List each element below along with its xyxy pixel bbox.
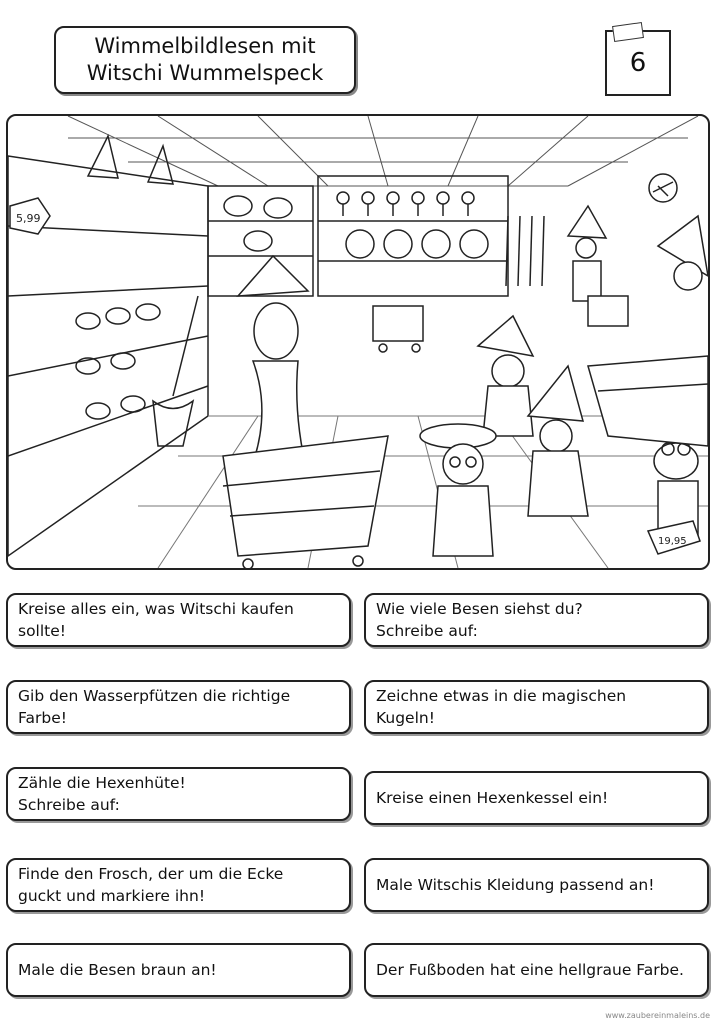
task-text: Wie viele Besen siehst du? xyxy=(376,600,583,618)
task-text: Schreibe auf: xyxy=(18,796,120,814)
task-text: Gib den Wasserpfützen die richtige xyxy=(18,687,291,705)
cauldron-icon xyxy=(224,196,292,251)
task-text: sollte! xyxy=(18,622,66,640)
task-text: Kugeln! xyxy=(376,709,435,727)
shopping-cart-icon xyxy=(223,436,388,568)
task-text: Finde den Frosch, der um die Ecke xyxy=(18,865,284,883)
task-box-floor-color xyxy=(364,943,709,997)
task-box-brooms-brown xyxy=(6,943,351,997)
witch-background-right xyxy=(568,206,628,326)
mop-icon xyxy=(153,296,198,446)
title-line-2: Witschi Wummelspeck xyxy=(86,61,324,85)
small-cart-icon xyxy=(373,306,423,352)
child-witch-hat xyxy=(528,366,588,516)
task-box-cauldron xyxy=(364,771,709,825)
task-text: Zähle die Hexenhüte! xyxy=(18,774,186,792)
task-text: Kreise alles ein, was Witschi kaufen xyxy=(18,600,294,618)
doll-figures xyxy=(337,192,474,216)
task-text: Farbe! xyxy=(18,709,67,727)
wizard-figure xyxy=(658,216,708,290)
price-tag-right-text: 19,95 xyxy=(658,536,687,547)
witch-witschi xyxy=(238,256,308,476)
task-text: Kreise einen Hexenkessel ein! xyxy=(376,789,609,807)
boy-with-glasses xyxy=(420,424,496,556)
task-text: Male Witschis Kleidung passend an! xyxy=(376,876,655,894)
child-witch-center xyxy=(478,316,533,436)
task-box-count-hats xyxy=(6,767,351,821)
worksheet-title-box xyxy=(54,26,356,94)
task-text: guckt und markiere ihn! xyxy=(18,887,206,905)
task-text: Schreibe auf: xyxy=(376,622,478,640)
price-tag-left-text: 5,99 xyxy=(16,212,41,225)
price-tag-right xyxy=(648,521,700,554)
task-text: Der Fußboden hat eine hellgraue Farbe. xyxy=(376,961,684,979)
task-box-circle-items xyxy=(6,593,351,647)
magic-crystal-balls xyxy=(346,230,488,258)
shop-counter xyxy=(588,356,708,446)
task-box-find-frog xyxy=(6,858,351,912)
task-text: Zeichne etwas in die magischen xyxy=(376,687,627,705)
task-box-count-brooms xyxy=(364,593,709,647)
shop-scene-illustration xyxy=(6,114,710,570)
task-text: Male die Besen braun an! xyxy=(18,961,217,979)
task-box-magic-balls xyxy=(364,680,709,734)
price-tag-left xyxy=(10,198,50,234)
broom-rack xyxy=(506,216,544,286)
page-number: 6 xyxy=(629,48,647,78)
page-number-box xyxy=(605,30,671,96)
task-box-clothing xyxy=(364,858,709,912)
witch-sign-icon xyxy=(649,174,677,202)
title-line-1: Wimmelbildlesen mit xyxy=(94,34,316,58)
tape-decoration xyxy=(612,22,644,42)
task-box-puddles xyxy=(6,680,351,734)
footer-website: www.zaubereinmaleins.de xyxy=(605,1011,710,1020)
